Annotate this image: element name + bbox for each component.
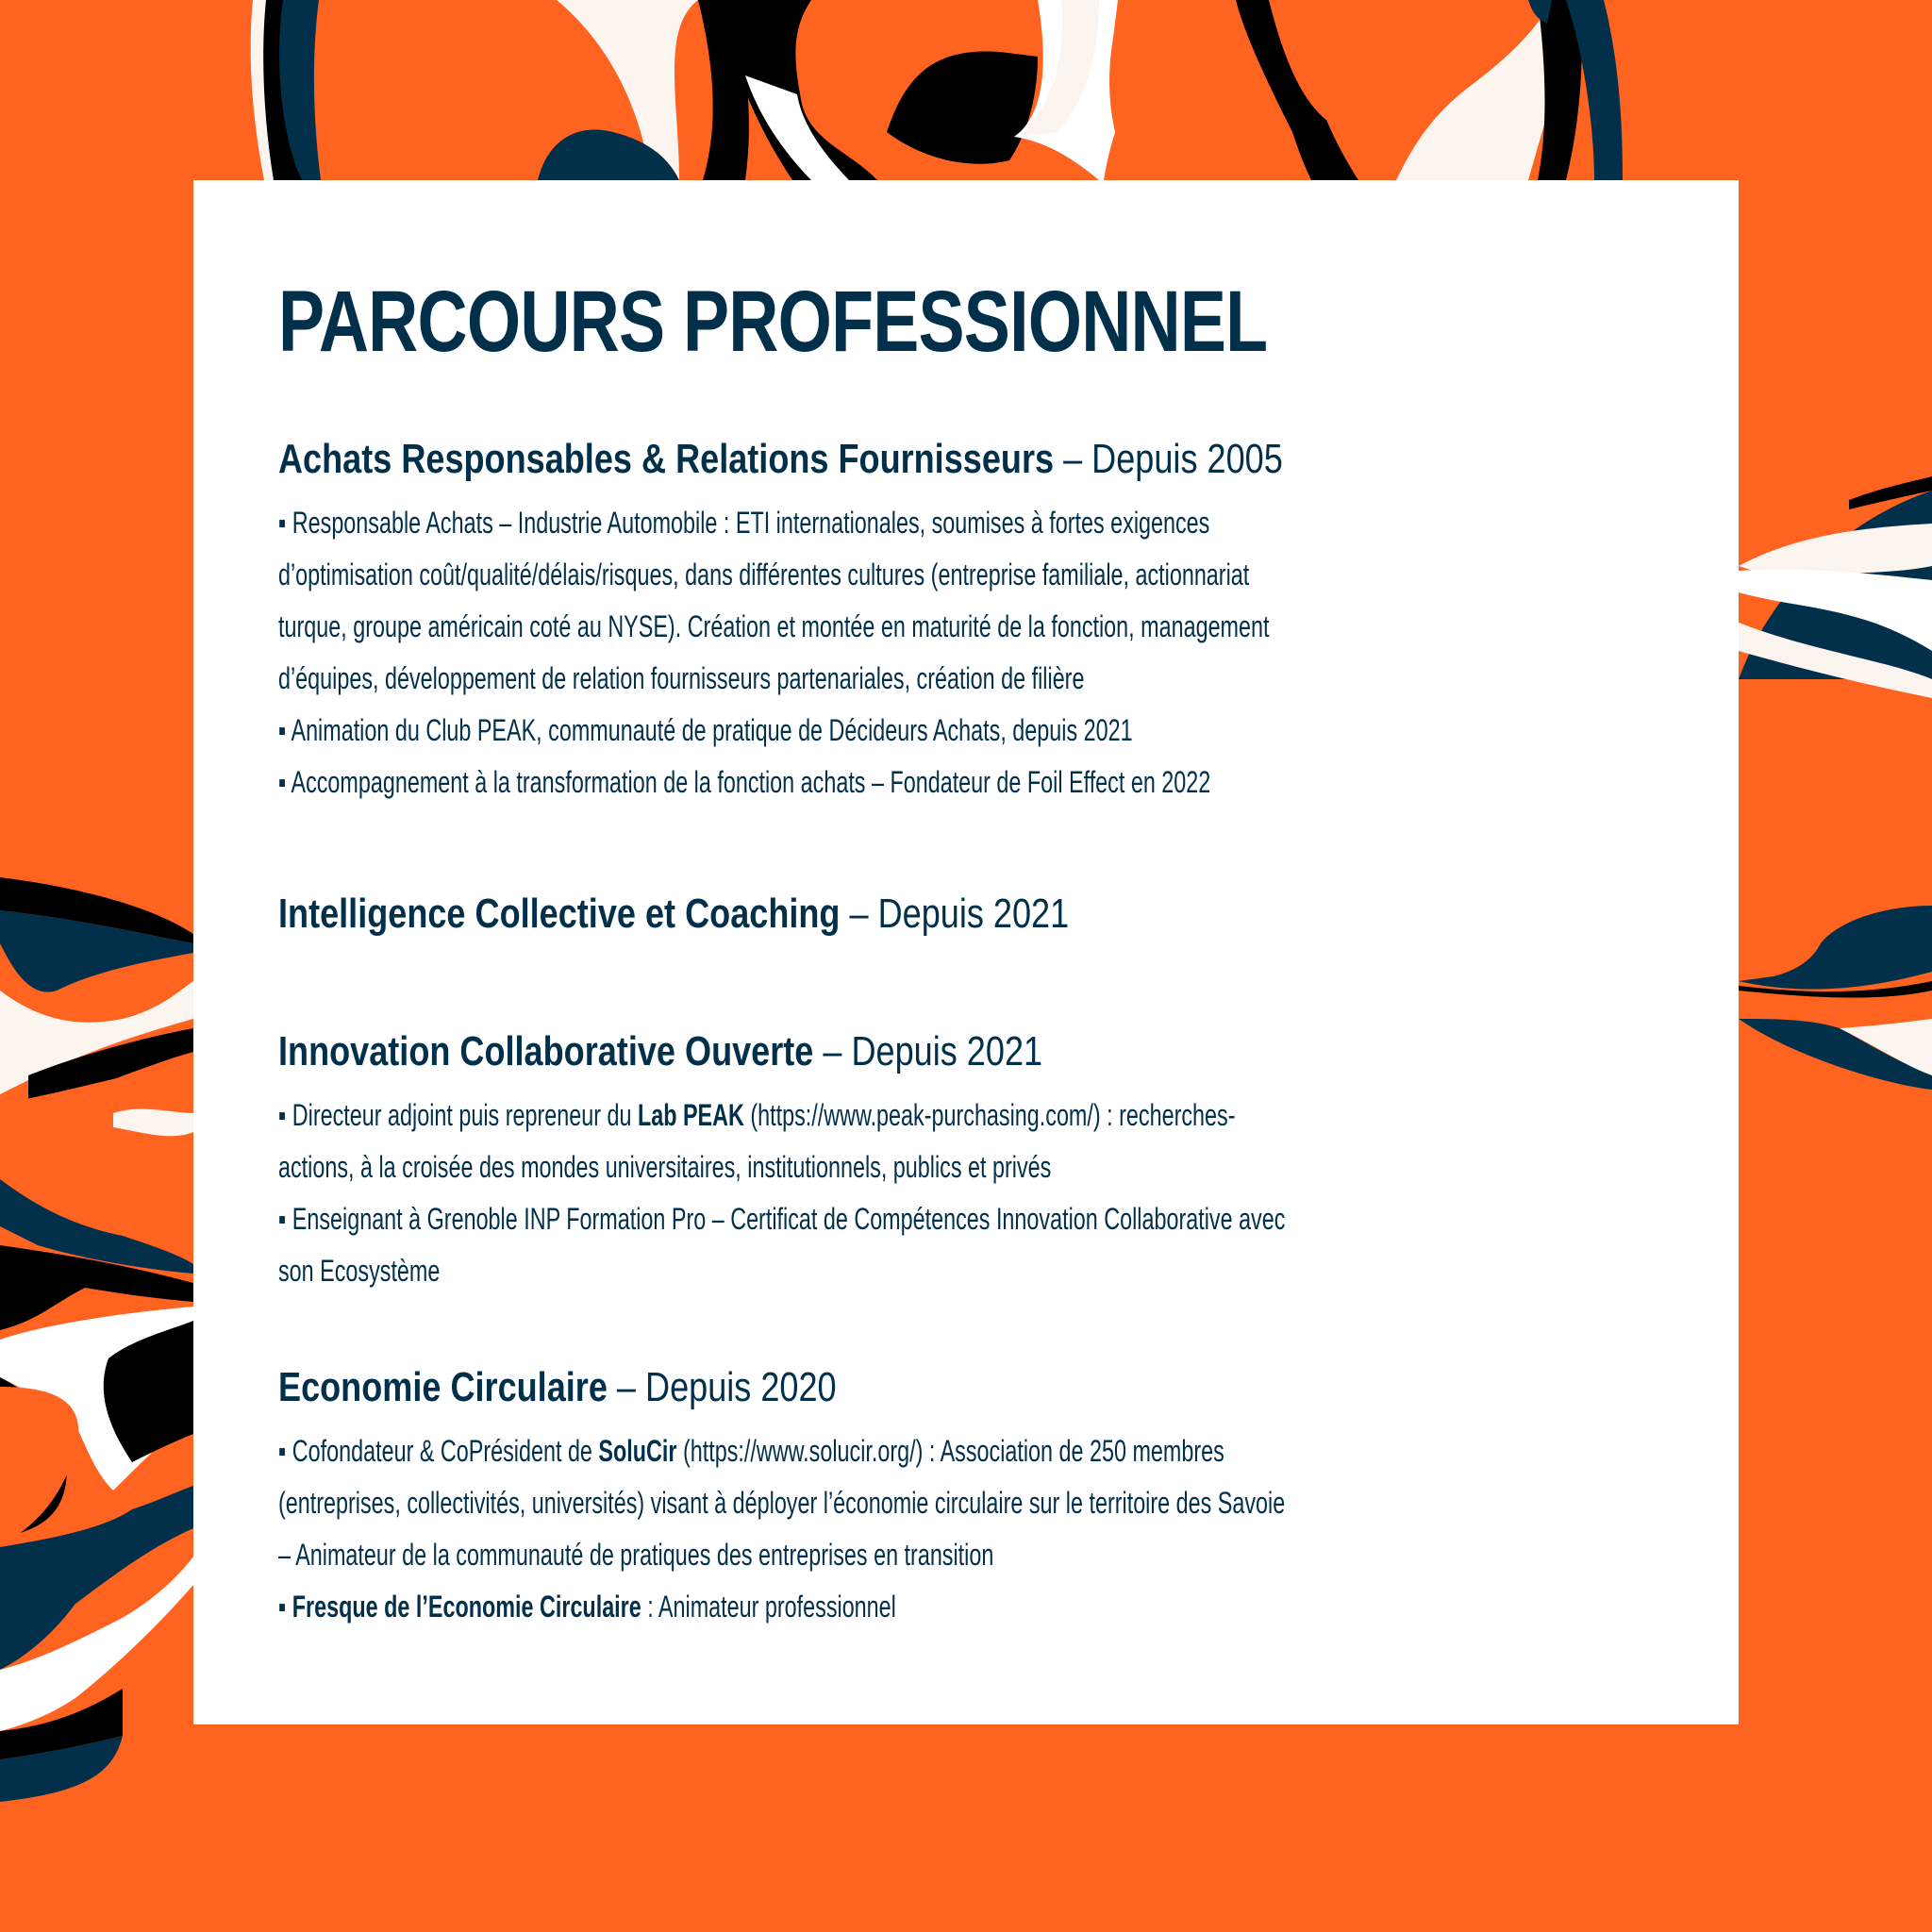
content-card xyxy=(193,180,1739,1724)
text-line: (entreprises, collectivités, universités) visant à déployer l’économie circulaire sur le territoire des Savoie xyxy=(278,1486,1286,1520)
text-line: turque, groupe américain coté au NYSE). Création et montée en maturité de la fonction, management xyxy=(278,609,1270,643)
section-title: Innovation Collaborative Ouverte xyxy=(278,1028,814,1074)
section-title: Intelligence Collective et Coaching xyxy=(278,891,841,937)
text-line xyxy=(278,1581,1300,1633)
section-body xyxy=(278,1425,1678,1633)
section-body xyxy=(278,1090,1678,1297)
text-segment: (https://www.solucir.org/) : Association de 250 membres xyxy=(676,1434,1224,1468)
section-since: – Depuis 2005 xyxy=(1054,436,1283,482)
section-title: Economie Circulaire xyxy=(278,1364,608,1410)
text-line: ▪ Enseignant à Grenoble INP Formation Pro – Certificat de Compétences Innovation Collaborative avec xyxy=(278,1202,1286,1236)
text-line: ▪ Responsable Achats – Industrie Automobile : ETI internationales, soumises à fortes exigences xyxy=(278,506,1210,540)
text-line: – Animateur de la communauté de pratiques des entreprises en transition xyxy=(278,1538,994,1572)
section-title: Achats Responsables & Relations Fournisseurs xyxy=(278,436,1055,482)
text-line: d’équipes, développement de relation fournisseurs partenariales, création de filière xyxy=(278,661,1085,695)
text-line: ▪ Animation du Club PEAK, communauté de pratique de Décideurs Achats, depuis 2021 xyxy=(278,713,1133,747)
text-segment: ▪ Cofondateur & CoPrésident de xyxy=(278,1434,599,1468)
text-segment: ▪ Directeur adjoint puis repreneur du xyxy=(278,1098,638,1132)
text-segment: : Animateur professionnel xyxy=(641,1590,896,1624)
section-innovation xyxy=(278,1027,1678,1297)
section-body xyxy=(278,497,1678,808)
section-heading xyxy=(278,1363,1426,1412)
section-economie-circulaire xyxy=(278,1363,1678,1633)
section-heading xyxy=(278,435,1426,484)
section-since: – Depuis 2021 xyxy=(813,1028,1043,1074)
lab-peak-name: Lab PEAK xyxy=(637,1098,744,1132)
section-heading xyxy=(278,890,1426,939)
text-line: d’optimisation coût/qualité/délais/risques, dans différentes cultures (entreprise familiale, actionnariat xyxy=(278,558,1250,591)
section-heading xyxy=(278,1027,1426,1076)
text-line xyxy=(278,1425,1300,1477)
fresque-name: ▪ Fresque de l’Economie Circulaire xyxy=(278,1590,641,1624)
text-line: son Ecosystème xyxy=(278,1254,441,1288)
section-since: – Depuis 2020 xyxy=(607,1364,837,1410)
text-line: ▪ Accompagnement à la transformation de la fonction achats – Fondateur de Foil Effect en 2022 xyxy=(278,765,1211,799)
text-line: actions, à la croisée des mondes universitaires, institutionnels, publics et privés xyxy=(278,1150,1052,1184)
solucir-name: SoluCir xyxy=(598,1434,677,1468)
section-intelligence-collective xyxy=(278,890,1678,939)
text-segment: (https://www.peak-purchasing.com/) : recherches- xyxy=(743,1098,1236,1132)
section-since: – Depuis 2021 xyxy=(840,891,1070,937)
section-achats xyxy=(278,435,1678,808)
page-title: PARCOURS PROFESSIONNEL xyxy=(278,274,1268,370)
text-line xyxy=(278,1090,1300,1141)
